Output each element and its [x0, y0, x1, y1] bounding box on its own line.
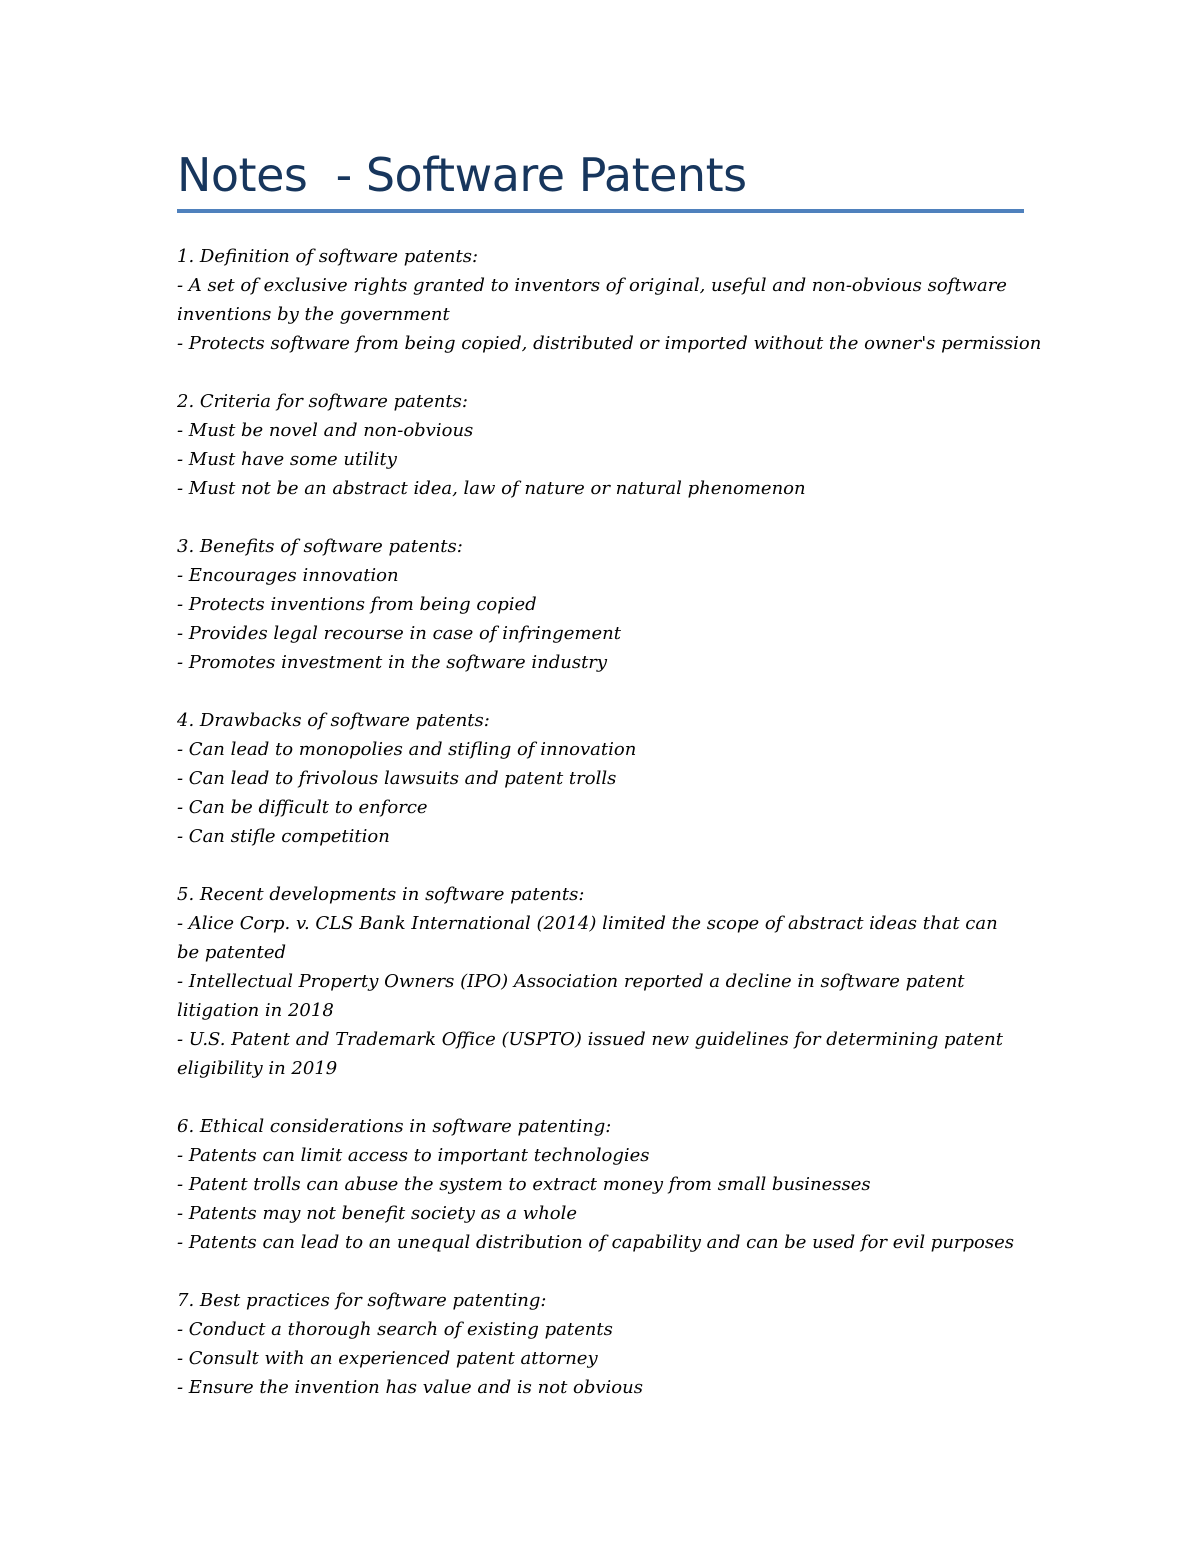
list-item: - Ensure the invention has value and is not obvious — [177, 1377, 643, 1398]
list-item: - Can stifle competition — [177, 826, 390, 847]
list-item: - Must not be an abstract idea, law of nature or natural phenomenon — [177, 478, 806, 499]
section-definition — [177, 242, 1042, 358]
section-heading: 3. Benefits of software patents: — [177, 536, 463, 557]
list-item: - Alice Corp. v. CLS Bank International (2014) limited the scope of abstract ideas that can be patented — [177, 913, 998, 963]
section-heading: 4. Drawbacks of software patents: — [177, 710, 490, 731]
section-criteria — [177, 387, 1037, 503]
title-underline — [177, 209, 1024, 213]
page-title: Notes - Software Patents — [177, 148, 747, 202]
list-item: - Protects software from being copied, distributed or imported without the owner's permission — [177, 333, 1042, 354]
list-item: - Intellectual Property Owners (IPO) Association reported a decline in software patent litigation in 2018 — [177, 971, 965, 1021]
section-recent-developments — [177, 880, 1037, 1083]
list-item: - Conduct a thorough search of existing patents — [177, 1319, 613, 1340]
list-item: - Can lead to monopolies and stifling of innovation — [177, 739, 637, 760]
section-heading: 7. Best practices for software patenting: — [177, 1290, 547, 1311]
section-drawbacks — [177, 706, 1037, 851]
section-best-practices — [177, 1286, 1037, 1402]
document-body — [177, 242, 1042, 1431]
list-item: - Must be novel and non-obvious — [177, 420, 474, 441]
list-item: - Consult with an experienced patent attorney — [177, 1348, 598, 1369]
list-item: - U.S. Patent and Trademark Office (USPTO) issued new guidelines for determining patent eligibility in 2019 — [177, 1029, 1003, 1079]
list-item: - Protects inventions from being copied — [177, 594, 537, 615]
section-ethical-considerations — [177, 1112, 1037, 1257]
list-item: - Encourages innovation — [177, 565, 399, 586]
list-item: - Can be difficult to enforce — [177, 797, 428, 818]
list-item: - A set of exclusive rights granted to inventors of original, useful and non-obvious software inventions by the government — [177, 275, 1007, 325]
section-heading: 2. Criteria for software patents: — [177, 391, 468, 412]
list-item: - Patents can limit access to important technologies — [177, 1145, 650, 1166]
list-item: - Patents may not benefit society as a whole — [177, 1203, 578, 1224]
list-item: - Can lead to frivolous lawsuits and patent trolls — [177, 768, 617, 789]
list-item: - Promotes investment in the software industry — [177, 652, 608, 673]
list-item: - Patent trolls can abuse the system to extract money from small businesses — [177, 1174, 871, 1195]
section-heading: 1. Definition of software patents: — [177, 246, 479, 267]
list-item: - Patents can lead to an unequal distribution of capability and can be used for evil purposes — [177, 1232, 1014, 1253]
section-heading: 6. Ethical considerations in software patenting: — [177, 1116, 612, 1137]
section-heading: 5. Recent developments in software patents: — [177, 884, 585, 905]
list-item: - Provides legal recourse in case of infringement — [177, 623, 621, 644]
list-item: - Must have some utility — [177, 449, 397, 470]
section-benefits — [177, 532, 1037, 677]
